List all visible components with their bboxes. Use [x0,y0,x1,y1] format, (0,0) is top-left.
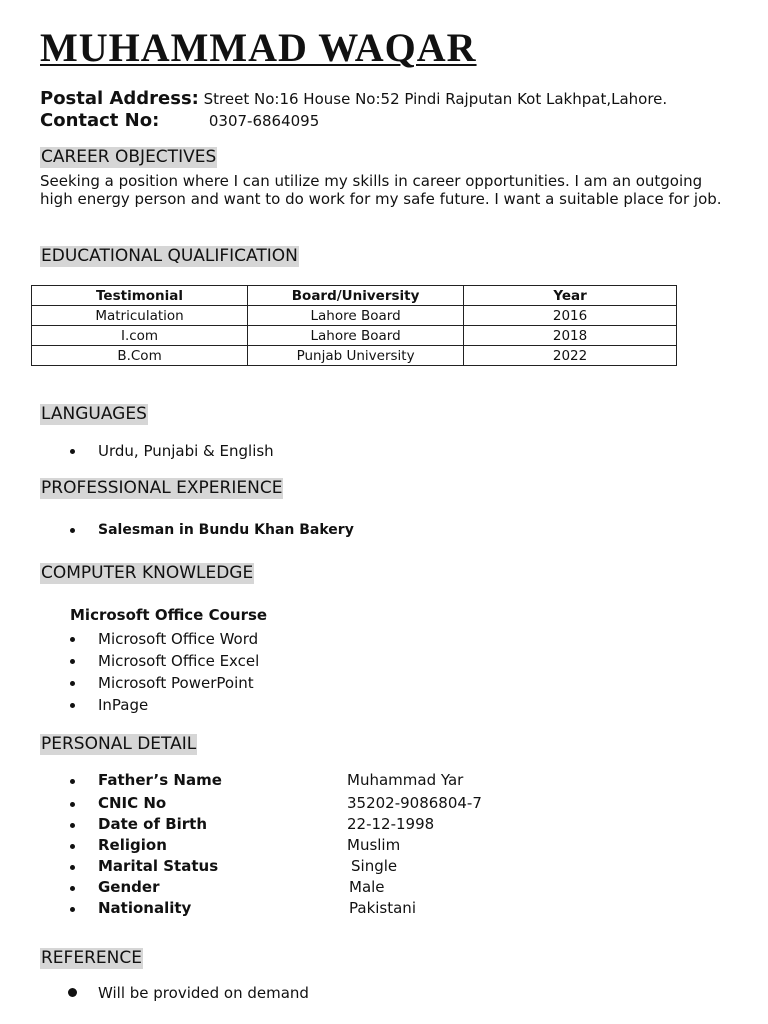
computer-skills-list [68,628,259,716]
reference-heading: REFERENCE [41,948,142,968]
table-cell: I.com [32,326,248,346]
personal-detail-row [68,836,568,857]
postal-address-line [40,89,667,109]
table-cell: Lahore Board [248,306,464,326]
table-cell: 2018 [464,326,677,346]
list-item: Microsoft Office Word [68,628,259,650]
table-cell: Lahore Board [248,326,464,346]
table-header-board: Board/University [248,286,464,306]
table-header-testimonial: Testimonial [32,286,248,306]
list-item: Salesman in Bundu Khan Bakery [68,520,354,540]
postal-address-value: Street No:16 House No:52 Pindi Rajputan Kot Lakhpat,Lahore. [203,90,668,108]
bullet-icon [70,844,75,849]
personal-detail-row [68,794,568,815]
detail-label: Date of Birth [98,815,208,833]
bullet-icon [70,907,75,912]
detail-label: Nationality [98,899,192,917]
course-title: Microsoft Office Course [70,606,268,624]
table-cell: Punjab University [248,346,464,366]
detail-value: Muhammad Yar [347,771,464,789]
table-row [32,306,677,326]
career-objective-text: Seeking a position where I can utilize my skills in career opportunities. I am an outgoing high energy person and want to do work for my safe future. I want a suitable place for job. [40,172,722,208]
table-header-year: Year [464,286,677,306]
detail-value: 35202-9086804-7 [347,794,482,812]
table-cell: 2016 [464,306,677,326]
computer-knowledge-heading: COMPUTER KNOWLEDGE [41,563,254,583]
detail-value: Pakistani [349,899,416,917]
personal-detail-row [68,771,568,792]
table-row [32,326,677,346]
list-item: Microsoft Office Excel [68,650,259,672]
experience-heading: PROFESSIONAL EXPERIENCE [41,478,283,498]
detail-label: CNIC No [98,794,167,812]
reference-list [68,983,309,1003]
career-objectives-heading: CAREER OBJECTIVES [41,147,217,167]
detail-label: Gender [98,878,160,896]
detail-value: Muslim [347,836,401,854]
list-item: InPage [68,694,259,716]
list-item: Urdu, Punjabi & English [68,441,274,461]
languages-heading: LANGUAGES [41,404,147,424]
education-table [31,285,677,366]
bullet-icon [70,637,75,642]
postal-address-label: Postal Address: [40,88,199,109]
bullet-icon [70,802,75,807]
detail-value: Male [349,878,385,896]
bullet-icon [70,681,75,686]
bullet-icon [70,528,75,533]
bullet-icon [70,823,75,828]
bullet-icon [70,865,75,870]
resume-name: MUHAMMAD WAQAR [40,25,477,70]
bullet-icon [70,703,75,708]
detail-label: Religion [98,836,167,854]
detail-label: Father’s Name [98,771,222,789]
table-cell: 2022 [464,346,677,366]
list-item: Will be provided on demand [68,983,309,1003]
bullet-icon [70,449,75,454]
detail-value: Single [351,857,398,875]
personal-detail-row [68,878,568,899]
bullet-icon [70,886,75,891]
list-item: Microsoft PowerPoint [68,672,259,694]
education-heading: EDUCATIONAL QUALIFICATION [41,246,298,266]
table-cell: Matriculation [32,306,248,326]
contact-number-label: Contact No: [40,110,160,131]
table-cell: B.Com [32,346,248,366]
contact-number-value: 0307-6864095 [208,112,320,130]
table-row [32,346,677,366]
contact-number-line [40,111,319,131]
languages-list [68,441,274,461]
bullet-icon [70,779,75,784]
table-header-row [32,286,677,306]
experience-list [68,520,354,540]
detail-value: 22-12-1998 [347,815,435,833]
bullet-icon [70,659,75,664]
bullet-icon [68,988,77,997]
detail-label: Marital Status [98,857,219,875]
personal-detail-row [68,899,568,920]
personal-detail-heading: PERSONAL DETAIL [41,734,197,754]
personal-detail-row [68,857,568,878]
personal-detail-row [68,815,568,836]
